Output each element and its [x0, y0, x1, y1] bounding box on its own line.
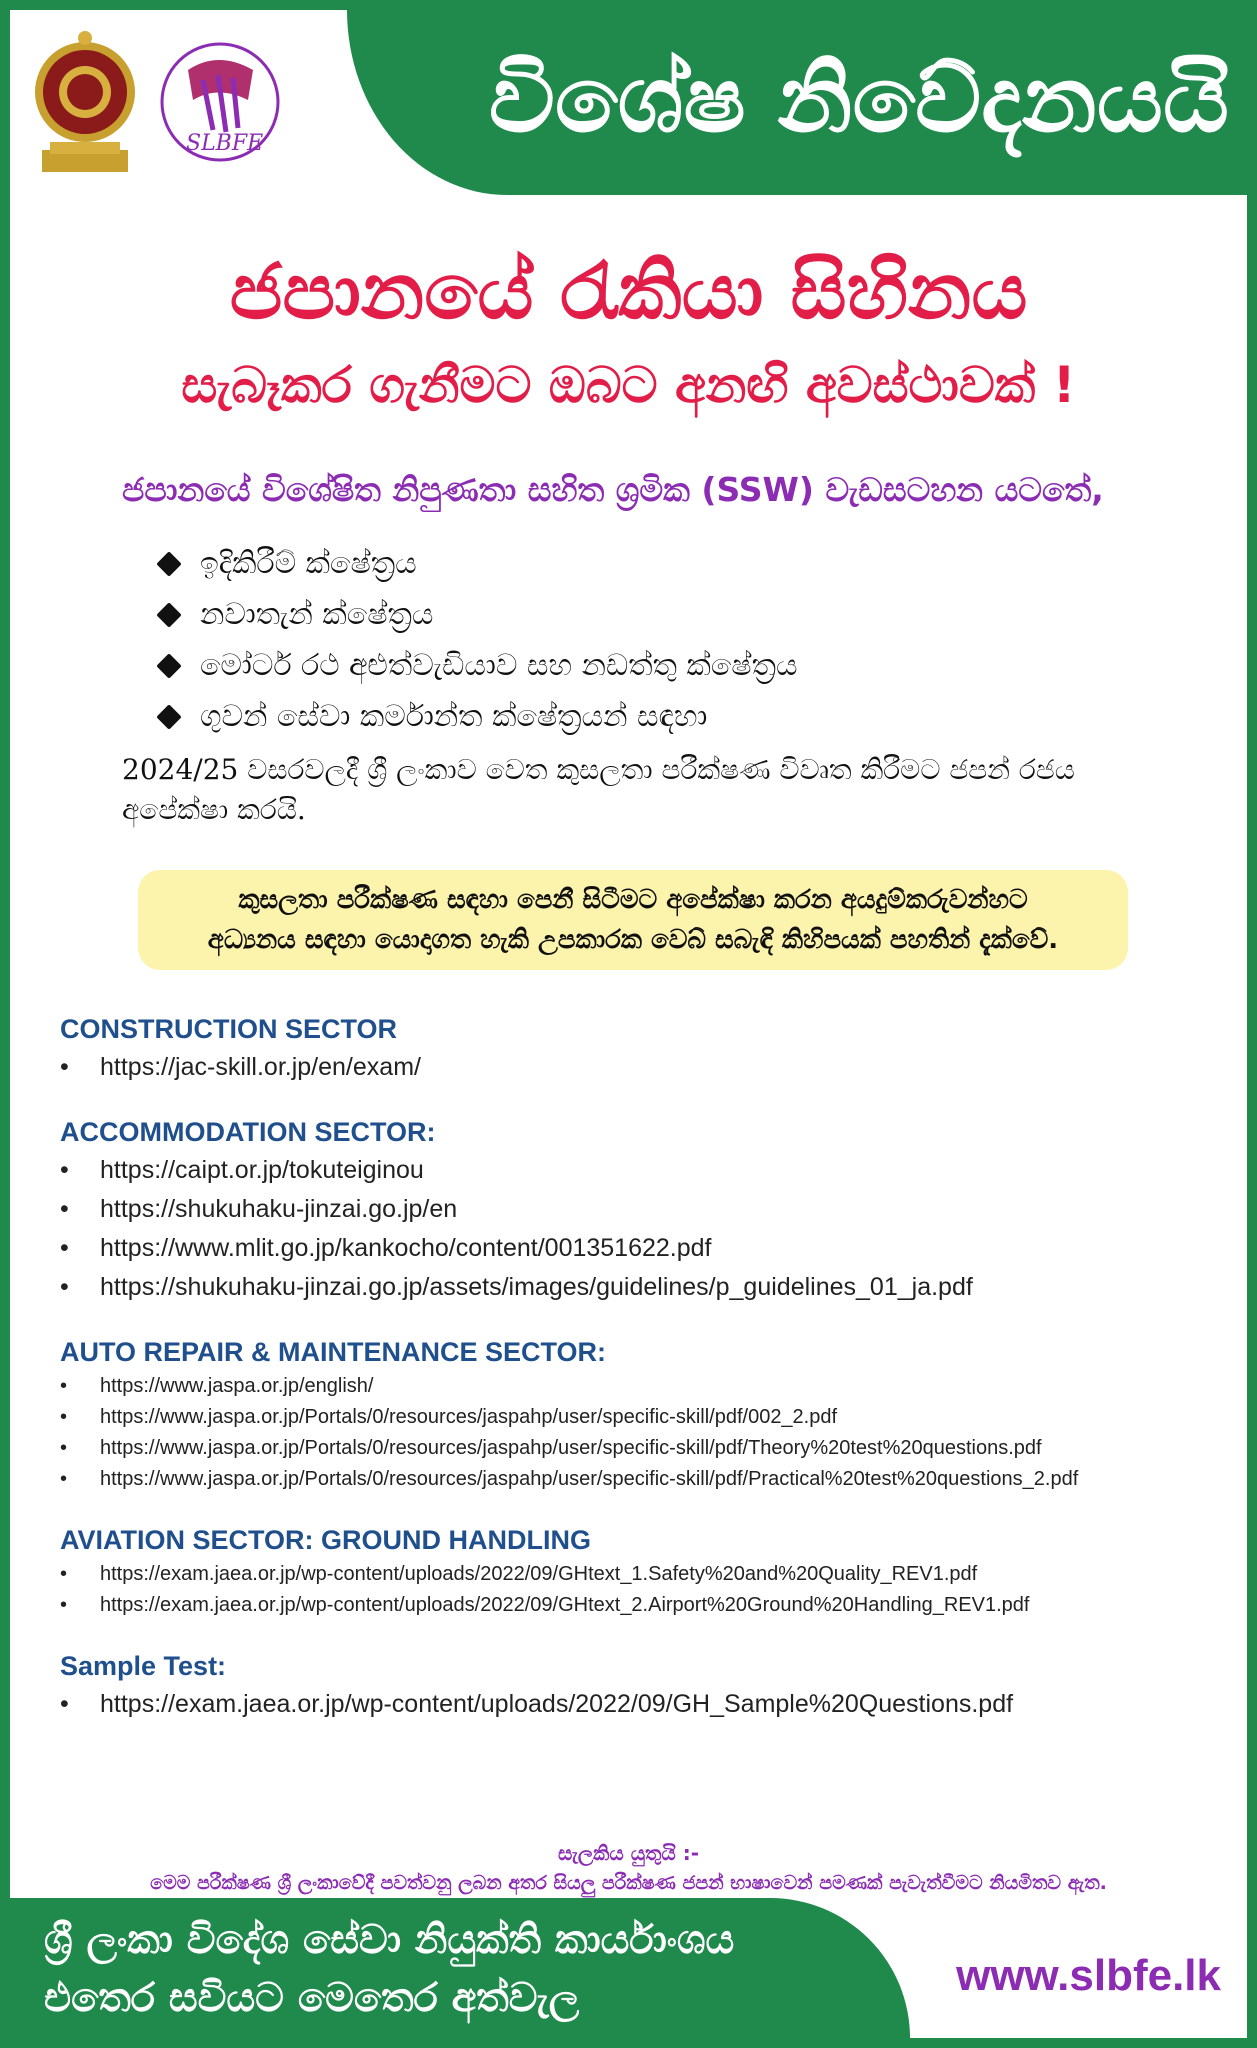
bullet-icon	[156, 704, 181, 729]
section-title: ACCOMMODATION SECTOR:	[60, 1117, 436, 1147]
slbfe-logo-text: SLBFE	[186, 131, 264, 156]
list-item	[60, 1190, 1220, 1229]
section-title: AUTO REPAIR & MAINTENANCE SECTOR:	[60, 1337, 607, 1367]
resource-link[interactable]: https://shukuhaku-jinzai.go.jp/assets/images/guidelines/p_guidelines_01_ja.pdf	[100, 1273, 973, 1301]
link-list	[60, 1151, 1220, 1307]
resource-link[interactable]: https://www.jaspa.or.jp/english/	[100, 1375, 374, 1397]
list-item	[160, 538, 1160, 589]
page-title: විශේෂ නිවේදනයයි	[488, 46, 1229, 153]
auto-repair-section	[60, 1333, 1220, 1495]
slbfe-logo-icon	[158, 40, 283, 165]
resource-link[interactable]: https://www.mlit.go.jp/kankocho/content/001351622.pdf	[100, 1234, 712, 1262]
list-item	[60, 1229, 1220, 1268]
list-item	[60, 1464, 1220, 1495]
statement-text: 2024/25 වසරවලදී ශ්‍රී ලංකාව වෙත කුසලතා පරීක්ෂණ විවෘත කිරීමට ජපන් රජය අපේක්ෂා කරයි.	[122, 753, 1075, 826]
list-item	[60, 1559, 1220, 1590]
accommodation-section	[60, 1113, 1220, 1307]
aviation-section	[60, 1521, 1220, 1621]
resource-link[interactable]: https://shukuhaku-jinzai.go.jp/en	[100, 1195, 458, 1223]
list-item	[60, 1685, 1220, 1724]
list-item	[60, 1590, 1220, 1621]
header	[10, 10, 1247, 205]
list-item	[160, 589, 1160, 640]
link-list	[60, 1685, 1220, 1724]
bullet-icon	[156, 551, 181, 576]
link-sections	[60, 1010, 1220, 1750]
list-item	[60, 1151, 1220, 1190]
resource-link[interactable]: https://exam.jaea.or.jp/wp-content/uploads/2022/09/GHtext_2.Airport%20Ground%20Handling_REV1.pdf	[100, 1594, 1030, 1616]
list-item	[60, 1371, 1220, 1402]
list-item	[60, 1402, 1220, 1433]
sector-label: මෝටර් රථ අළුත්වැඩියාව සහ නඩත්තු ක්ෂේත්‍රය	[200, 648, 798, 683]
note-text: මෙම පරීක්ෂණ ශ්‍රී ලංකාවේදී පවත්වනු ලබන අතර සියලු පරීක්ෂණ ජපන් භාෂාවෙන් පමණක් පැවැත්වීමට නියමිතව ඇත.	[150, 1872, 1107, 1894]
sector-label: ගුවන් සේවා කර්මාන්ත ක්ෂේත්‍රයන් සඳහා	[200, 699, 708, 734]
sample-test-section	[60, 1647, 1220, 1724]
bullet-icon	[156, 602, 181, 627]
resource-link[interactable]: https://www.jaspa.or.jp/Portals/0/resources/jaspahp/user/specific-skill/pdf/Theory%20test%20questions.pdf	[100, 1437, 1042, 1459]
resource-link[interactable]: https://exam.jaea.or.jp/wp-content/uploads/2022/09/GHtext_1.Safety%20and%20Quality_REV1.pdf	[100, 1563, 978, 1585]
resource-link[interactable]: https://caipt.or.jp/tokuteiginou	[100, 1156, 424, 1184]
list-item	[60, 1433, 1220, 1464]
sector-list	[160, 538, 1160, 742]
link-list	[60, 1559, 1220, 1621]
notice-box	[138, 870, 1128, 970]
national-emblem-icon	[30, 30, 140, 180]
list-item	[60, 1268, 1220, 1307]
intro-text: ජපානයේ විශේෂිත නිපුණතා සහිත ශ්‍රමික (SSW) වැඩසටහන යටතේ,	[122, 470, 1104, 509]
list-item	[160, 640, 1160, 691]
list-item	[60, 1048, 1220, 1087]
subheadline: සැබෑකර ගැනීමට ඔබට අනඟි අවස්ථාවක් !	[181, 356, 1076, 414]
headline: ජපානයේ රැකියා සිහිනය	[229, 247, 1028, 337]
note-label: සැලකිය යුතුයි :-	[557, 1841, 700, 1865]
notice-line: කුසලතා පරීක්ෂණ සඳහා පෙනී සිටීමට අපේක්ෂා කරන අයදුම්කරුවන්හට	[238, 885, 1028, 915]
sector-label: ඉදිකිරීම් ක්ෂේත්‍රය	[200, 546, 417, 581]
resource-link[interactable]: https://jac-skill.or.jp/en/exam/	[100, 1053, 421, 1081]
bullet-icon	[156, 653, 181, 678]
list-item	[160, 691, 1160, 742]
organization-name: ශ්‍රී ලංකා විදේශ සේවා නියුක්ති කාර්යාංශය	[44, 1917, 735, 1963]
notice-line: අධ්‍යනය සඳහා යොදාගත හැකි උපකාරක වෙබ් සබැඳි කිහිපයක් පහතින් දැක්වේ.	[207, 925, 1059, 955]
link-list	[60, 1371, 1220, 1495]
organization-slogan: එතෙර සවියට මෙතෙර අත්වැල	[44, 1975, 580, 2021]
section-title: Sample Test:	[60, 1651, 227, 1681]
sector-label: නවාතැන් ක්ෂේත්‍රය	[200, 597, 434, 632]
link-list	[60, 1048, 1220, 1087]
website-link[interactable]: www.slbfe.lk	[956, 1951, 1221, 2000]
resource-link[interactable]: https://www.jaspa.or.jp/Portals/0/resources/jaspahp/user/specific-skill/pdf/002_2.pdf	[100, 1406, 838, 1428]
section-title: AVIATION SECTOR: GROUND HANDLING	[60, 1525, 591, 1555]
resource-link[interactable]: https://exam.jaea.or.jp/wp-content/uploads/2022/09/GH_Sample%20Questions.pdf	[100, 1690, 1014, 1718]
construction-section	[60, 1010, 1220, 1087]
footer	[10, 1898, 1247, 2038]
resource-link[interactable]: https://www.jaspa.or.jp/Portals/0/resources/jaspahp/user/specific-skill/pdf/Practical%20test%20questions_2.pdf	[100, 1468, 1079, 1490]
section-title: CONSTRUCTION SECTOR	[60, 1014, 398, 1044]
